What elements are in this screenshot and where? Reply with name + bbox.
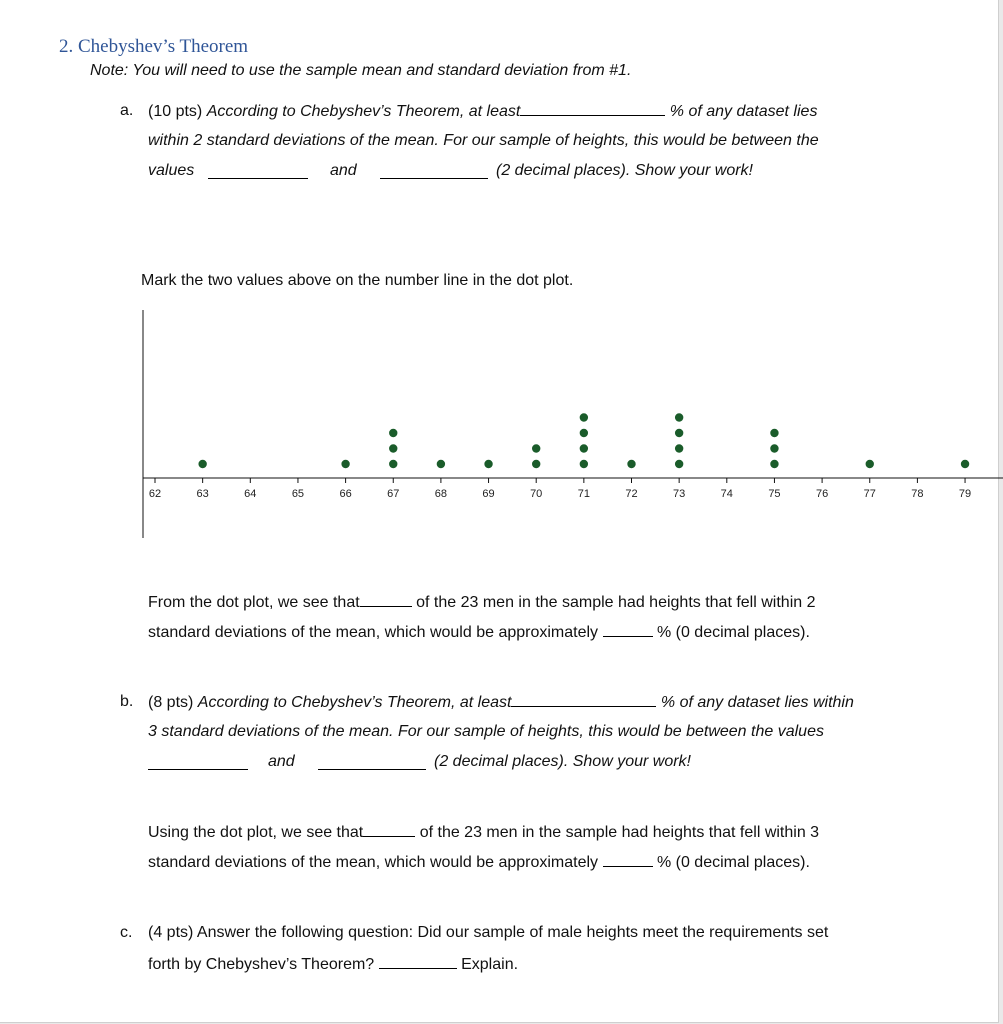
from-plot-2-end: % (0 decimal places). [656, 624, 810, 641]
dot-66-1 [341, 460, 349, 468]
part-a-line3-end: (2 decimal places). Show your work! [496, 162, 753, 179]
dot-70-1 [532, 460, 540, 468]
part-b-line1 [148, 692, 854, 713]
question-number: 2. [59, 36, 74, 57]
part-b-upper-blank[interactable] [318, 755, 426, 770]
part-c-line2-start: forth by Chebyshev’s Theorem? [148, 956, 375, 973]
from-plot-2-start: standard deviations of the mean, which would be approximately [148, 624, 599, 641]
part-a-line1-end: % of any dataset lies [669, 103, 818, 120]
tick-label-67: 67 [387, 488, 400, 500]
tick-label-66: 66 [339, 488, 352, 500]
dot-63-1 [198, 460, 206, 468]
part-b-using-line2 [148, 852, 810, 873]
part-c-line2 [148, 954, 518, 975]
dot-67-2 [389, 444, 397, 452]
question-title: Chebyshev’s Theorem [78, 36, 249, 57]
part-b-pct-blank[interactable] [603, 852, 653, 867]
part-b-points: (8 pts) [148, 694, 194, 711]
tick-label-76: 76 [815, 488, 829, 500]
dot-77-1 [866, 460, 874, 468]
dot-75-1 [770, 460, 778, 468]
dot-72-1 [627, 460, 635, 468]
part-a-from-plot-line1 [148, 592, 815, 613]
tick-label-72: 72 [625, 488, 638, 500]
tick-label-68: 68 [434, 488, 448, 500]
dot-71-4 [580, 413, 588, 421]
part-b-line3-end: (2 decimal places). Show your work! [434, 753, 691, 770]
tick-label-77: 77 [863, 488, 876, 500]
part-a-letter: a. [120, 102, 134, 119]
dot-73-1 [675, 460, 683, 468]
note-label: Note: [90, 62, 129, 79]
dot-69-1 [484, 460, 492, 468]
part-b-line1-start: According to Chebyshev’s Theorem, at least [197, 694, 512, 711]
part-b-line3-and: and [268, 753, 295, 770]
tick-label-69: 69 [482, 488, 495, 500]
part-a-pct-blank[interactable] [603, 622, 653, 637]
dot-plot-ticks [149, 478, 971, 500]
from-plot-1-start: From the dot plot, we see that [148, 594, 360, 611]
dot-70-2 [532, 444, 540, 452]
dot-75-3 [770, 429, 778, 437]
part-c-answer-blank[interactable] [379, 954, 457, 969]
part-a-count-blank[interactable] [360, 592, 412, 607]
tick-label-71: 71 [577, 488, 590, 500]
tick-label-64: 64 [244, 488, 257, 500]
from-plot-1-end: of the 23 men in the sample had heights that fell within 2 [416, 594, 816, 611]
part-b-percent-blank[interactable] [511, 692, 656, 707]
tick-label-63: 63 [196, 488, 209, 500]
tick-label-74: 74 [720, 488, 733, 500]
tick-label-79: 79 [958, 488, 972, 500]
note-text: You will need to use the sample mean and standard deviation from #1. [132, 62, 632, 79]
tick-label-73: 73 [673, 488, 686, 500]
dot-75-2 [770, 444, 778, 452]
using-1-start: Using the dot plot, we see that [148, 824, 364, 841]
using-2-end: % (0 decimal places). [656, 854, 810, 871]
part-c-letter: c. [120, 924, 133, 941]
part-a-from-plot-line2 [148, 622, 810, 643]
tick-label-62: 62 [148, 488, 162, 500]
using-2-start: standard deviations of the mean, which would be approximately [148, 854, 599, 871]
part-a-line1-start: According to Chebyshev’s Theorem, at least [206, 103, 521, 120]
dot-71-1 [580, 460, 588, 468]
dot-79-1 [961, 460, 969, 468]
dot-71-2 [580, 444, 588, 452]
tick-label-75: 75 [768, 488, 781, 500]
dot-73-2 [675, 444, 683, 452]
part-b-using-line1 [148, 822, 819, 843]
part-b-letter: b. [120, 693, 134, 710]
dot-plot-dots [198, 413, 969, 468]
dot-67-1 [389, 460, 397, 468]
part-b-count-blank[interactable] [363, 822, 415, 837]
part-b-line1-end: % of any dataset lies within [660, 694, 854, 711]
part-c-line2-end: Explain. [461, 956, 519, 973]
part-a-points: (10 pts) [148, 103, 203, 120]
part-a-line2: within 2 standard deviations of the mean. For our sample of heights, this would be between the [148, 132, 819, 149]
part-a-line3-values: values [148, 162, 195, 179]
part-a-line3-and: and [330, 162, 357, 179]
dot-68-1 [437, 460, 445, 468]
tick-label-70: 70 [530, 488, 543, 500]
dot-71-3 [580, 429, 588, 437]
part-b-lower-blank[interactable] [148, 755, 248, 770]
tick-label-78: 78 [911, 488, 924, 500]
part-b-line2: 3 standard deviations of the mean. For our sample of heights, this would be between the values [148, 723, 824, 740]
dot-plot-instruction: Mark the two values above on the number line in the dot plot. [141, 272, 574, 289]
using-1-end: of the 23 men in the sample had heights that fell within 3 [419, 824, 820, 841]
dot-67-3 [389, 429, 397, 437]
part-c-line1: (4 pts) Answer the following question: Did our sample of male heights meet the requirements set [148, 924, 829, 941]
tick-label-65: 65 [291, 488, 305, 500]
dot-73-3 [675, 429, 683, 437]
dot-73-4 [675, 413, 683, 421]
